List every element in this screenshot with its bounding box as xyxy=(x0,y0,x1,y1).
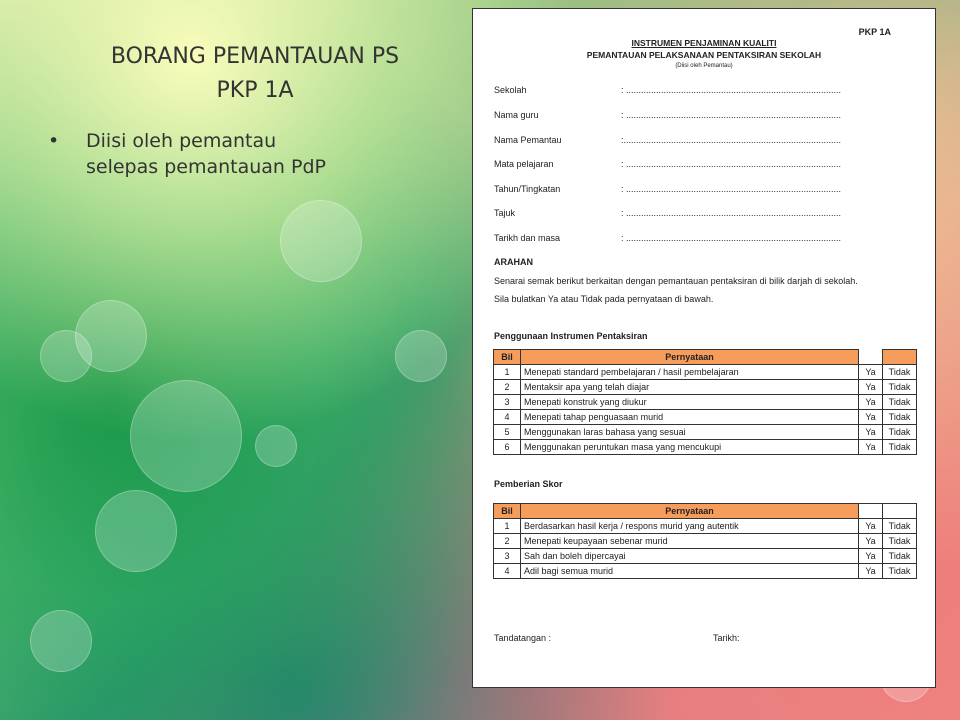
col-tidak-header xyxy=(883,350,917,365)
row-bil: 4 xyxy=(494,410,521,425)
form-code: PKP 1A xyxy=(858,27,891,37)
col-pernyataan-header: Pernyataan xyxy=(521,350,859,365)
arahan-title: ARAHAN xyxy=(494,257,533,267)
row-bil: 3 xyxy=(494,395,521,410)
row-text: Mentaksir apa yang telah diajar xyxy=(521,380,859,395)
row-bil: 6 xyxy=(494,440,521,455)
table-row xyxy=(494,395,917,410)
row-bil: 4 xyxy=(494,564,521,579)
col-pernyataan-header: Pernyataan xyxy=(521,504,859,519)
bullet-text: Diisi oleh pemantau selepas pemantauan PdP xyxy=(86,130,326,178)
row-text: Adil bagi semua murid xyxy=(521,564,859,579)
field-label: Nama Pemantau xyxy=(494,135,562,145)
slide-title-line2: PKP 1A xyxy=(216,78,294,103)
field-tarikh-masa xyxy=(494,233,894,245)
field-value: : ...................................................................................... xyxy=(621,110,842,120)
field-tajuk xyxy=(494,208,894,220)
tidak-option[interactable]: Tidak xyxy=(883,549,917,564)
row-bil: 3 xyxy=(494,549,521,564)
col-ya-header xyxy=(859,504,883,519)
field-label: Tahun/Tingkatan xyxy=(494,184,561,194)
tidak-option[interactable]: Tidak xyxy=(883,380,917,395)
section1-title: Penggunaan Instrumen Pentaksiran xyxy=(494,331,648,341)
slide-title-line1: BORANG PEMANTAUAN PS xyxy=(110,44,400,69)
row-text: Sah dan boleh dipercayai xyxy=(521,549,859,564)
row-text: Menepati tahap penguasaan murid xyxy=(521,410,859,425)
field-label: Mata pelajaran xyxy=(494,159,554,169)
form-document xyxy=(472,8,936,688)
table-header-row xyxy=(494,504,917,519)
row-text: Menepati standard pembelajaran / hasil pembelajaran xyxy=(521,365,859,380)
ya-option[interactable]: Ya xyxy=(859,564,883,579)
table-row xyxy=(494,425,917,440)
ya-option[interactable]: Ya xyxy=(859,425,883,440)
ya-option[interactable]: Ya xyxy=(859,410,883,425)
col-ya-header xyxy=(859,350,883,365)
table-row xyxy=(494,440,917,455)
section2-table xyxy=(493,503,917,579)
bokeh-decoration xyxy=(255,425,297,467)
field-value: : ...................................................................................... xyxy=(621,233,842,243)
row-text: Berdasarkan hasil kerja / respons murid yang autentik xyxy=(521,519,859,534)
field-tahun-tingkatan xyxy=(494,184,894,196)
field-label: Tajuk xyxy=(494,208,516,218)
row-bil: 2 xyxy=(494,534,521,549)
form-header-note: (Diisi oleh Pemantau) xyxy=(675,63,733,69)
ya-option[interactable]: Ya xyxy=(859,549,883,564)
col-tidak-header xyxy=(883,504,917,519)
table-row xyxy=(494,380,917,395)
bullet-point xyxy=(48,128,348,180)
section1-table xyxy=(493,349,917,455)
ya-option[interactable]: Ya xyxy=(859,380,883,395)
bokeh-decoration xyxy=(395,330,447,382)
field-value: :....................................................................................... xyxy=(621,135,842,145)
tidak-option[interactable]: Tidak xyxy=(883,440,917,455)
ya-option[interactable]: Ya xyxy=(859,440,883,455)
field-value: : ...................................................................................... xyxy=(621,208,842,218)
tidak-option[interactable]: Tidak xyxy=(883,519,917,534)
bokeh-decoration xyxy=(280,200,362,282)
field-value: : ...................................................................................... xyxy=(621,159,842,169)
bullet-dot-icon: • xyxy=(48,130,60,152)
tidak-option[interactable]: Tidak xyxy=(883,564,917,579)
row-bil: 2 xyxy=(494,380,521,395)
table-row xyxy=(494,564,917,579)
row-bil: 1 xyxy=(494,519,521,534)
ya-option[interactable]: Ya xyxy=(859,534,883,549)
tidak-option[interactable]: Tidak xyxy=(883,425,917,440)
field-mata-pelajaran xyxy=(494,159,894,171)
arahan-line1: Senarai semak berikut berkaitan dengan pemantauan pentaksiran di bilik darjah di sekolah. xyxy=(494,276,858,286)
bokeh-decoration xyxy=(95,490,177,572)
field-label: Sekolah xyxy=(494,85,527,95)
bokeh-decoration xyxy=(130,380,242,492)
date-label: Tarikh: xyxy=(713,633,740,643)
tidak-option[interactable]: Tidak xyxy=(883,395,917,410)
row-bil: 5 xyxy=(494,425,521,440)
col-bil-header: Bil xyxy=(494,350,521,365)
ya-option[interactable]: Ya xyxy=(859,395,883,410)
table-row xyxy=(494,519,917,534)
bokeh-decoration xyxy=(30,610,92,672)
col-bil-header: Bil xyxy=(494,504,521,519)
form-header-line1: INSTRUMEN PENJAMINAN KUALITI xyxy=(631,38,777,48)
field-nama-guru xyxy=(494,110,894,122)
table-row xyxy=(494,534,917,549)
form-header-line2: PEMANTAUAN PELAKSANAAN PENTAKSIRAN SEKOLAH xyxy=(586,50,822,60)
table-header-row xyxy=(494,350,917,365)
row-text: Menggunakan laras bahasa yang sesuai xyxy=(521,425,859,440)
field-nama-pemantau xyxy=(494,135,894,147)
tidak-option[interactable]: Tidak xyxy=(883,410,917,425)
arahan-line2: Sila bulatkan Ya atau Tidak pada pernyataan di bawah. xyxy=(494,294,714,304)
signature-label: Tandatangan : xyxy=(494,633,552,643)
section2-title: Pemberian Skor xyxy=(494,479,563,489)
tidak-option[interactable]: Tidak xyxy=(883,534,917,549)
row-text: Menepati keupayaan sebenar murid xyxy=(521,534,859,549)
slide-title xyxy=(90,40,420,108)
table-row xyxy=(494,365,917,380)
row-text: Menggunakan peruntukan masa yang mencukupi xyxy=(521,440,859,455)
bokeh-decoration xyxy=(40,330,92,382)
row-bil: 1 xyxy=(494,365,521,380)
row-text: Menepati konstruk yang diukur xyxy=(521,395,859,410)
ya-option[interactable]: Ya xyxy=(859,365,883,380)
field-label: Nama guru xyxy=(494,110,539,120)
field-value: : ...................................................................................... xyxy=(621,85,842,95)
tidak-option[interactable]: Tidak xyxy=(883,365,917,380)
ya-option[interactable]: Ya xyxy=(859,519,883,534)
table-row xyxy=(494,549,917,564)
field-label: Tarikh dan masa xyxy=(494,233,561,243)
table-row xyxy=(494,410,917,425)
field-sekolah xyxy=(494,85,894,97)
field-value: : ...................................................................................... xyxy=(621,184,842,194)
